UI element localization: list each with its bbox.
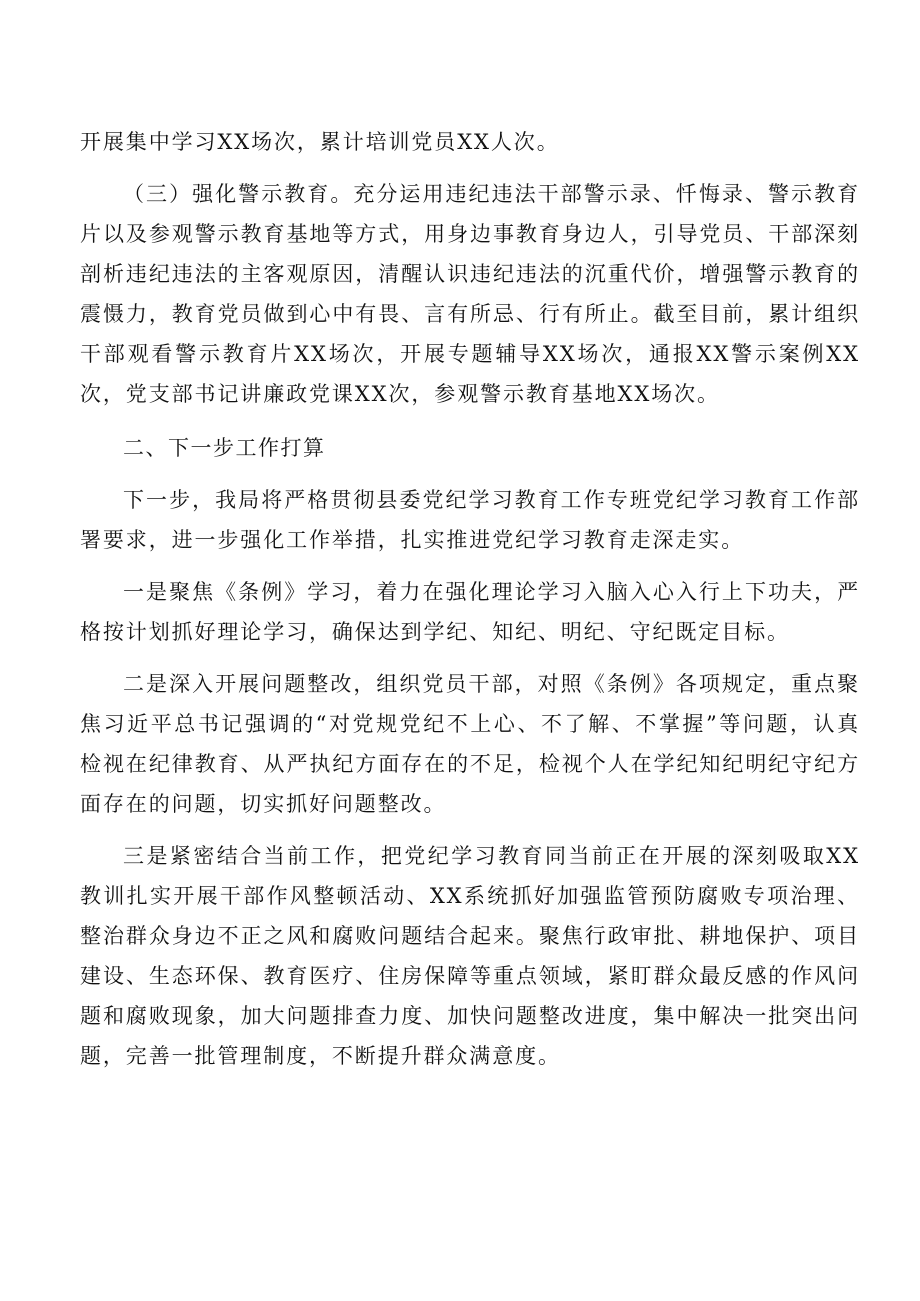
document-body xyxy=(80,122,860,1076)
paragraph-point-one: 一是聚焦《条例》学习，着力在强化理论学习入脑入心入行上下功夫，严格按计划抓好理论学习，确保达到学纪、知纪、明纪、守纪既定目标。 xyxy=(80,580,860,644)
paragraph-point-two: 二是深入开展问题整改，组织党员干部，对照《条例》各项规定，重点聚焦习近平总书记强调的“对党规党纪不上心、不了解、不掌握”等问题，认真检视在纪律教育、从严执纪方面存在的不足，检视个人在学纪知纪明纪守纪方面存在的问题，切实抓好问题整改。 xyxy=(80,672,860,816)
paragraph-point-three: 三是紧密结合当前工作，把党纪学习教育同当前正在开展的深刻吸取XX教训扎实开展干部作风整顿活动、XX系统抓好加强监管预防腐败专项治理、整治群众身边不正之风和腐败问题结合起来。聚焦行政审批、耕地保护、项目建设、生态环保、教育医疗、住房保障等重点领域，紧盯群众最反感的作风问题和腐败现象，加大问题排查力度、加快问题整改进度，集中解决一批突出问题，完善一批管理制度，不断提升群众满意度。 xyxy=(80,844,860,1068)
section-heading-next-steps: 二、下一步工作打算 xyxy=(123,436,326,460)
paragraph-warning-education: （三）强化警示教育。充分运用违纪违法干部警示录、忏悔录、警示教育片以及参观警示教育基地等方式，用身边事教育身边人，引导党员、干部深刻剖析违纪违法的主客观原因，清醒认识违纪违法的沉重代价，增强警示教育的震慑力，教育党员做到心中有畏、言有所忌、行有所止。截至目前，累计组织干部观看警示教育片XX场次，开展专题辅导XX场次，通报XX警示案例XX次，党支部书记讲廉政党课XX次，参观警示教育基地XX场次。 xyxy=(80,182,860,406)
paragraph-training-count: 开展集中学习XX场次，累计培训党员XX人次。 xyxy=(80,130,560,154)
paragraph-next-step-intro: 下一步，我局将严格贯彻县委党纪学习教育工作专班党纪学习教育工作部署要求，进一步强化工作举措，扎实推进党纪学习教育走深走实。 xyxy=(80,488,860,552)
